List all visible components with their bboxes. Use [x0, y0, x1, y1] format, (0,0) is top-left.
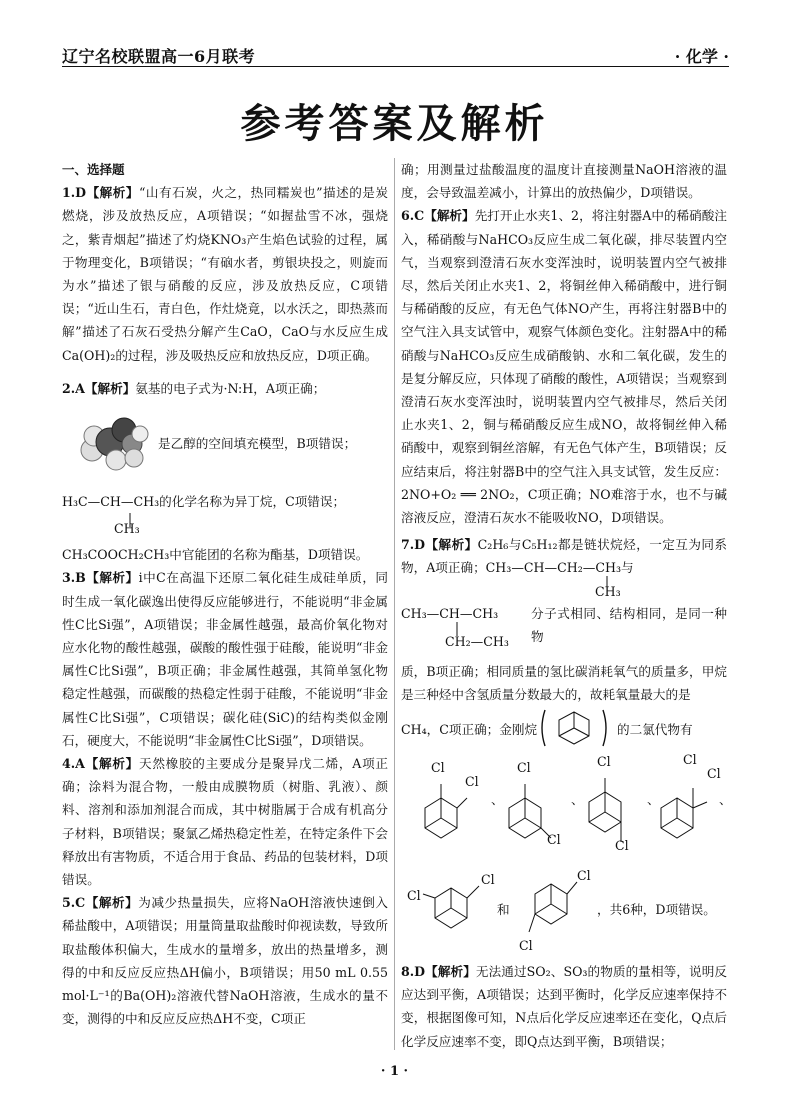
page-title: 参考答案及解析	[240, 101, 549, 147]
subject-label: · 化学 ·	[674, 47, 729, 66]
answer-5: 5.C【解析】为减少热量损失，应将NaOH溶液快速倒入稀盐酸中，A项错误；用量筒量取盐酸时仰视读数，导致所取盐酸体积偏大，生成水的量增多，放出的热量增多，测得的中和反应反应热ΔH偏小，B项错误；用50 mL 0.55 mol·L⁻¹的Ba(OH)₂溶液代替NaOH溶液，生成水的量不变，测得的中和反应反应热ΔH不变，C项正	[62, 895, 389, 1027]
answer-1: 1.D【解析】“山有石炭，火之，热同糯炭也”描述的是炭燃烧，涉及放热反应，A项错误；“如握盐雪不冰，强烧之，紫青烟起”描述了灼烧KNO₃产生焰色试验的过程，属于物理变化，B项错误；“有硇水者，剪银块投之，则旋而为水”描述了银与硝酸的反应，涉及放热反应，C项错误；“近山生石，青白色，作灶烧竟，以水沃之，即热蒸而解”描述了石灰石受热分解产生CaO，CaO与水反应生成Ca(OH)₂的过程，涉及吸热反应和放热反应，D项正确。	[62, 185, 388, 363]
answer-2: 2.A【解析】氨基的电子式为·N:H，A项正确；	[62, 380, 326, 396]
space-filling-model-icon	[72, 412, 152, 474]
answer-4: 4.A【解析】天然橡胶的主要成分是聚异戊二烯，A项正确；涂料为混合物，一般由成膜物质（树脂、乳液）、颜料、溶剂和添加剂混合而成，其中树脂属于合成有机高分子材料，B项错误；聚氯乙烯热稳定性差，在特定条件下会释放出有害物质，不适合用于食品、药品的包装材料，D项错误。	[62, 756, 388, 888]
left-column: 一、选择题 1.D【解析】“山有石炭，火之，热同糯炭也”描述的是炭燃烧，涉及放热反应，A项错误；“如握盐雪不冰，强烧之，紫青烟起”描述了灼烧KNO₃产生焰色试验的过程，属于物理变化，B项错误；“有硇水者，剪银块投之，则旋而为水”描述了银与硝酸的反应，涉及放热反应，C项错误；“近山生石，青白色，作灶烧竟，以水沃之，即热蒸而解”描述了石灰石受热分解产生CaO，CaO与水反应生成Ca(OH)₂的过程，涉及吸热反应和放热反应，D项正确。 2.A【解析】氨基的电子式为·N:H，A项正确； 是乙醇的空间填充模型，B项错误； H₃C—CH—CH₃的化学名称为异丁烷，C项错误； CH₃ CH₃COOCH₂CH₃中官能团的名称为酯基，D项错误。 3.B【解析】i中C在高温下还原二氧化硅生成硅单质，同时生成一氧化碳逸出使得反应能够进行，不能说明“非金属性C比Si强”，A项错误；非金属性越强，最高价氧化物对应水化物的酸性越强，碳酸的酸性强于硅酸，能说明“非金属性C比Si强”，B项正确；非金属性越强，其简单氢化物稳定性越强，而碳酸的热稳定性弱于硅酸，不能说明“非金属性C比Si强”，C项错误；碳化硅(SiC)的结构类似金刚石，硬度大，不能说明“非金属性C比Si强”，D项错误。 4.A【解析】天然橡胶的主要成分是聚异戊二烯，A项正确；涂料为混合物，一般由成膜物质（树脂、乳液）、颜料、溶剂和添加剂混合而成，其中树脂属于合成有机高分子材料，B项错误；聚氯乙烯热稳定性差，在特定条件下会释放出有害物质，不适合用于食品、药品的包装材料，D项错误。 5.C【解析】为减少热量损失，应将NaOH溶液快速倒入稀盐酸中，A项错误；用量筒量取盐酸时仰视读数，导致所取盐酸体积偏大，生成水的量增多，放出的热量增多，测得的中和反应反应热ΔH偏小，B项错误；用50 mL 0.55 mol·L⁻¹的Ba(OH)₂溶液代替NaOH溶液，生成水的量不变，测得的中和反应反应热ΔH不变，C项正	[62, 158, 388, 1031]
adamantane-icon	[539, 706, 609, 750]
answer-3: 3.B【解析】i中C在高温下还原二氧化硅生成硅单质，同时生成一氧化碳逸出使得反应能够进行，不能说明“非金属性C比Si强”，A项错误；非金属性越强，最高价氧化物对应水化物的酸性越强，碳酸的酸性强于硅酸，能说明“非金属性C比Si强”，B项正确；非金属性越强，其简单氢化物稳定性越强，而碳酸的热稳定性弱于硅酸，不能说明“非金属性C比Si强”，C项错误；碳化硅(SiC)的结构类似金刚石，硬度大，不能说明“非金属性C比Si强”，D项错误。	[62, 570, 388, 748]
dichloride-structures-row2: Cl Cl Cl Cl 和 ，共6种，D项错误。	[401, 864, 727, 960]
page-header	[62, 40, 729, 67]
structure-row: CH₃—CH—CH₃ CH₂—CH₃ 分子式相同、结构相同，是同一种物	[401, 605, 727, 649]
column-divider	[394, 158, 395, 1050]
answer-8: 8.D【解析】无法通过SO₂、SO₃的物质的量相等，说明反应达到平衡，A项错误；达到平衡时，化学反应速率保持不变，根据图像可知，N点后化学反应速率还在变化，Q点后化学反应速率不变，即Q点达到平衡，B项错误；	[401, 964, 727, 1049]
answer-7: 7.D【解析】C₂H₆与C₅H₁₂都是链状烷烃，一定互为同系物，A项正确；CH₃—CH—CH₂—CH₃与	[401, 537, 727, 576]
dichloride-structures-row1: Cl Cl Cl Cl Cl Cl Cl Cl 、 、 、 、	[401, 758, 727, 856]
dichloro-structures-icon	[401, 758, 727, 856]
page-number: · 1 ·	[380, 1064, 409, 1079]
ethanol-model-row: 是乙醇的空间填充模型，B项错误；	[62, 420, 388, 482]
exam-name: 辽宁名校联盟高一6月联考	[62, 47, 256, 66]
right-column: 确；用测量过盐酸温度的温度计直接测量NaOH溶液的温度，会导致温差减小，计算出的放热偏少，D项错误。 6.C【解析】先打开止水夹1、2，将注射器A中的稀硝酸注入，稀硝酸与NaHCO₃反应生成二氧化碳，排尽装置内空气，当观察到澄清石灰水变浑浊时，说明装置内空气被排尽，然后关闭止水夹1、2，将铜丝伸入稀硝酸中，进行铜与稀硝酸的反应，有无色气体NO产生，再将注射器B中的空气注入具支试管中，观察气体颜色变化。注射器A中的稀硝酸与NaHCO₃反应生成硝酸钠、水和二氧化碳，发生的是复分解反应，只体现了硝酸的酸性，A项错误；当观察到澄清石灰水变浑浊时，说明装置内空气被排尽，然后关闭止水夹1、2，铜与稀硝酸反应生成NO，故将铜丝伸入稀硝酸中，观察到铜丝溶解，有无色气体产生，B项错误；反应结束后，将注射器B中的空气注入具支试管，发生反应：2NO+O₂ ══ 2NO₂，C项正确；NO难溶于水，也不与碱溶液反应，澄清石灰水不能吸收NO，D项错误。 7.D【解析】C₂H₆与C₅H₁₂都是链状烷烃，一定互为同系物，A项正确；CH₃—CH—CH₂—CH₃与 CH₃ CH₃—CH—CH₃ CH₂—CH₃ 分子式相同、结构相同，是同一种物 质，B项正确；相同质量的氢比碳消耗氧气的质量多，甲烷是三种烃中含氢质量分数最大的，故耗氧量最大的是 CH₄，C项正确；金刚烷 的二氯代物有 Cl Cl Cl Cl Cl Cl Cl Cl 、 、 、 、 Cl Cl Cl Cl 和 ，共6种，D项错误。 8.D【解析】无法通过SO₂、SO₃的物质的量相等，说明反应达到平衡，A项错误；达到平衡时，化学反应速率保持不变，根据图像可知，N点后化学反应速率还在变化，Q点后化学反应速率不变，即Q点达到平衡，B项错误；	[401, 158, 727, 1053]
adamantane-row: CH₄，C项正确；金刚烷 的二氯代物有	[401, 706, 727, 750]
answer-6: 6.C【解析】先打开止水夹1、2，将注射器A中的稀硝酸注入，稀硝酸与NaHCO₃反应生成二氧化碳，排尽装置内空气，当观察到澄清石灰水变浑浊时，说明装置内空气被排尽，然后关闭止水夹1、2，将铜丝伸入稀硝酸中，进行铜与稀硝酸的反应，有无色气体NO产生，再将注射器B中的空气注入具支试管中，观察气体颜色变化。注射器A中的稀硝酸与NaHCO₃反应生成硝酸钠、水和二氧化碳，发生的是复分解反应，只体现了硝酸的酸性，A项错误；当观察到澄清石灰水变浑浊时，说明装置内空气被排尽，然后关闭止水夹1、2，铜与稀硝酸反应生成NO，故将铜丝伸入稀硝酸中，观察到铜丝溶解，有无色气体产生，B项错误；反应结束后，将注射器B中的空气注入具支试管，发生反应：2NO+O₂ ══ 2NO₂，C项正确；NO难溶于水，也不与碱溶液反应，澄清石灰水不能吸收NO，D项错误。	[401, 208, 728, 526]
section-heading: 一、选择题	[62, 162, 125, 177]
